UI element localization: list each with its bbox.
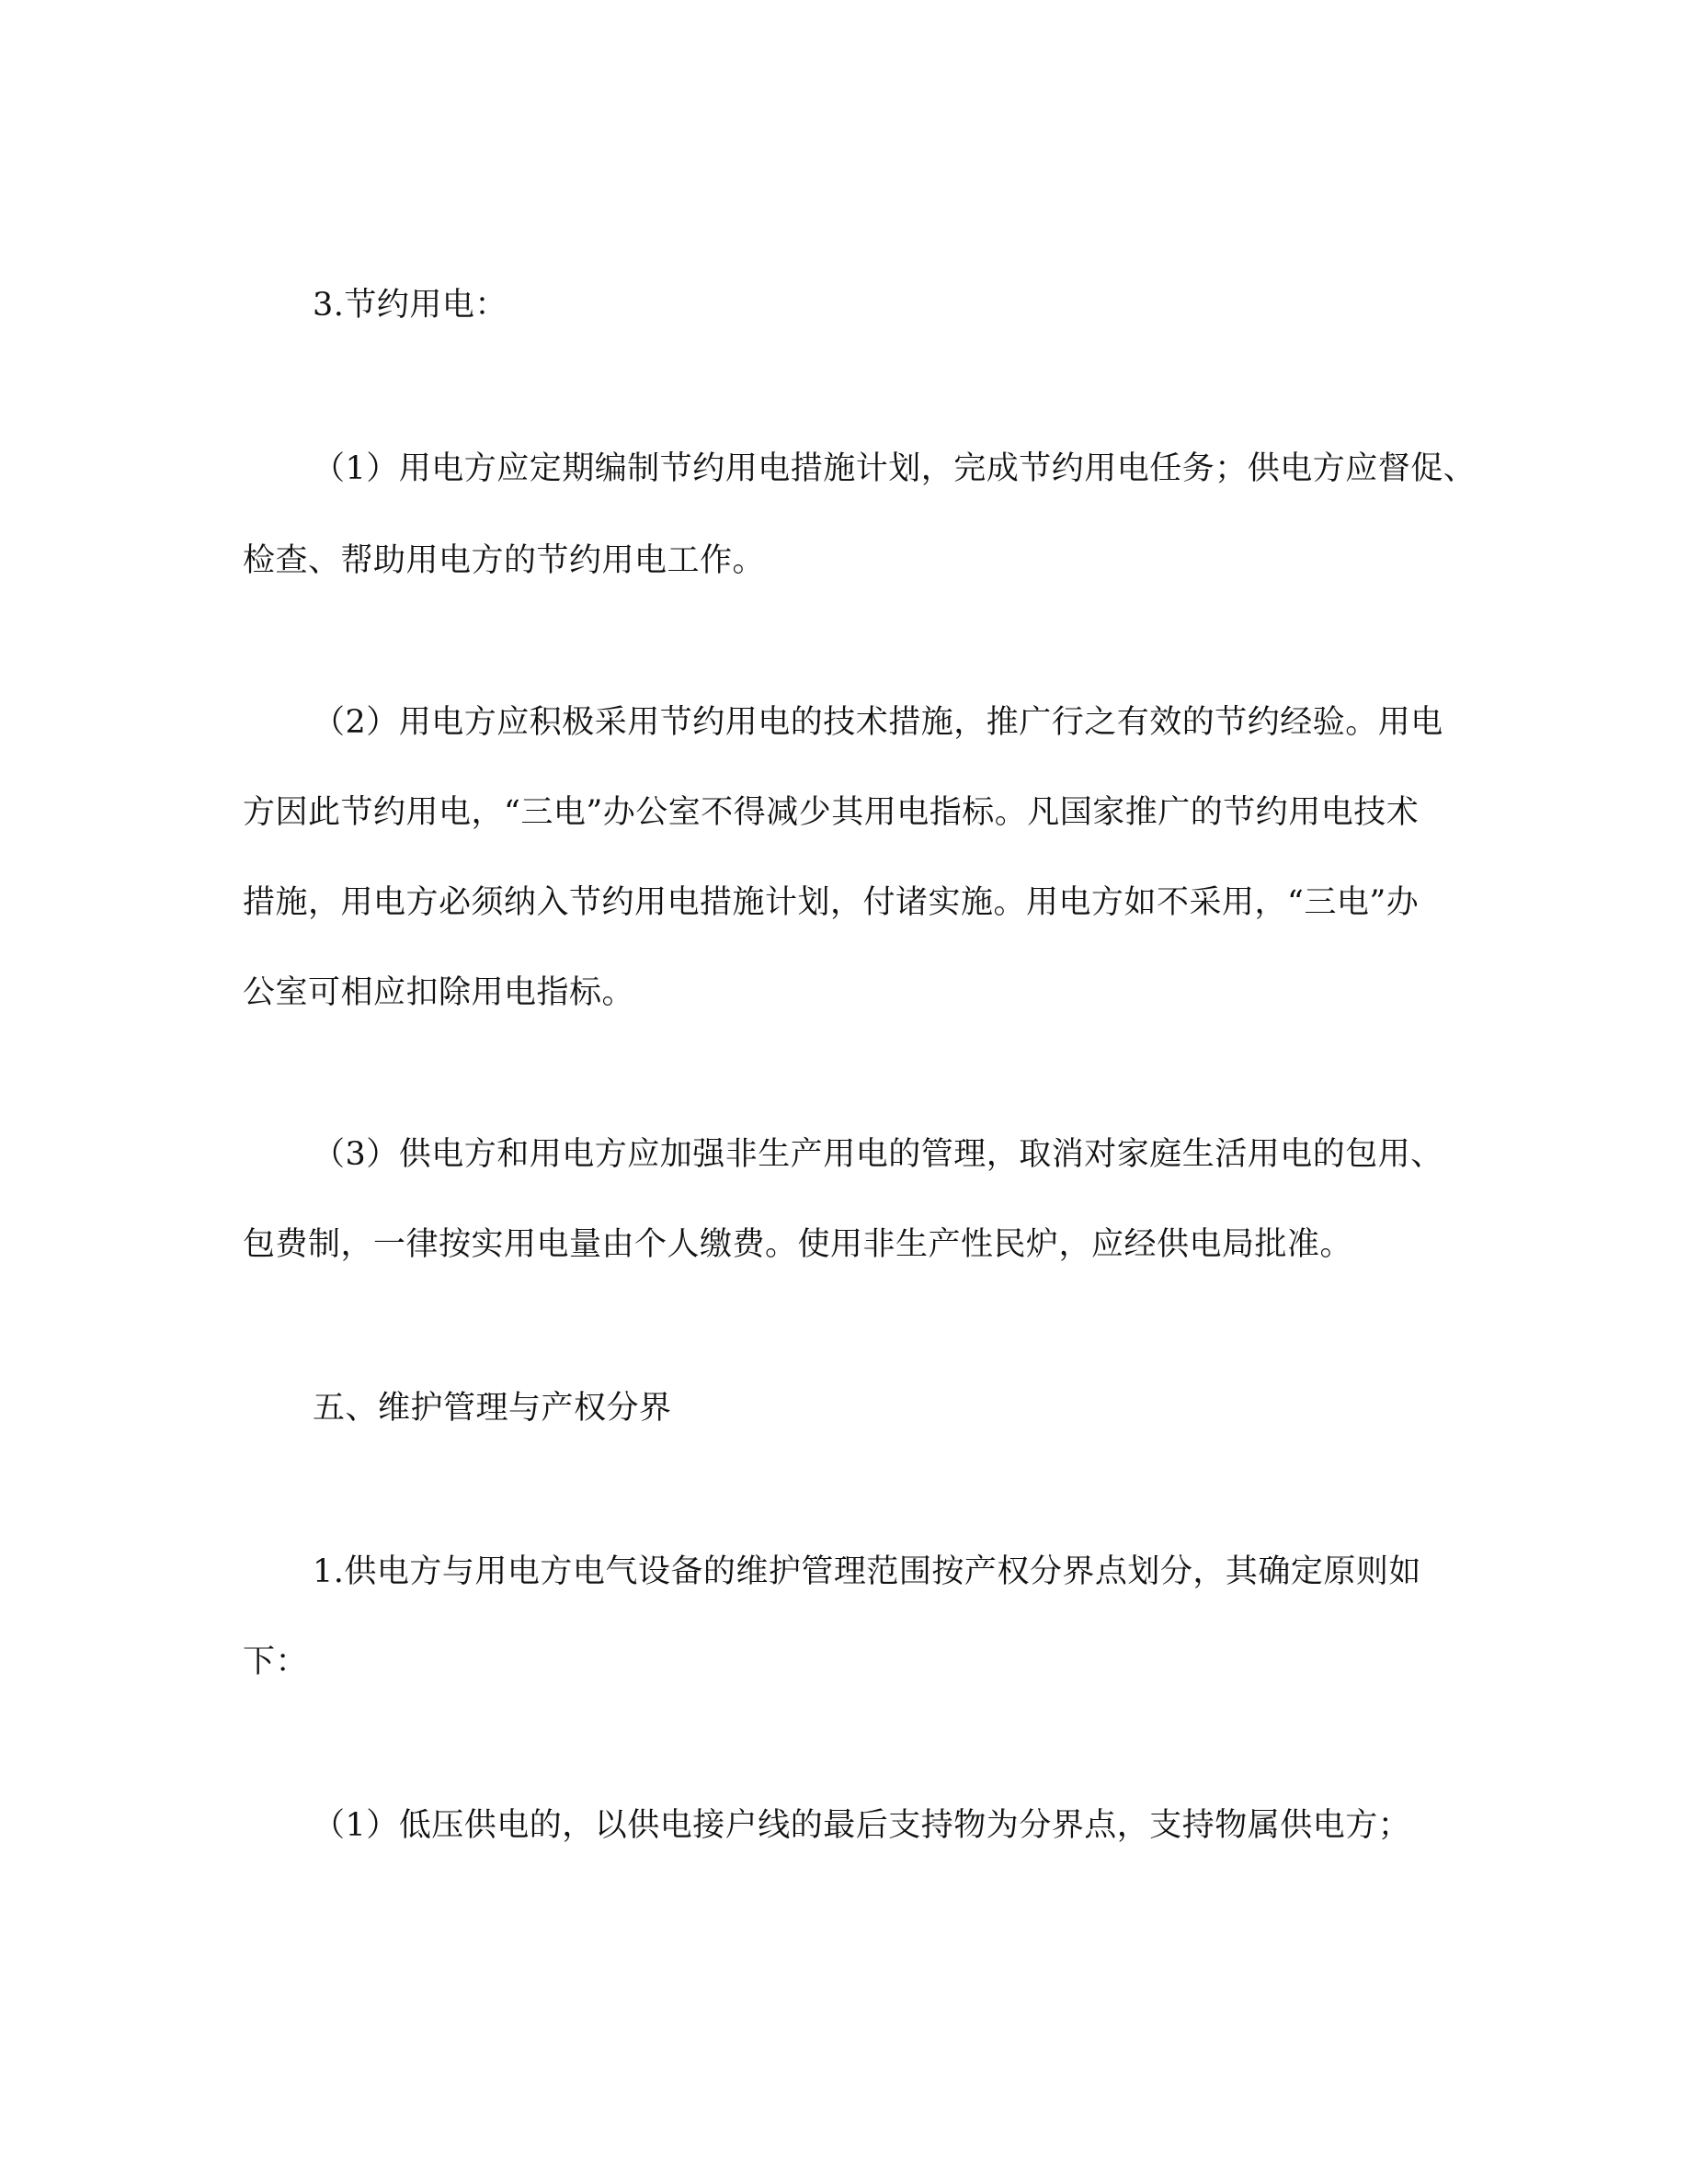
section-heading-5: 五、维护管理与产权分界 <box>313 1390 672 1427</box>
paragraph-3-line-1: （3）供电方和用电方应加强非生产用电的管理，取消对家庭生活用电的包用、 <box>313 1136 1443 1173</box>
paragraph-2-line-4: 公室可相应扣除用电指标。 <box>243 974 635 1011</box>
paragraph-5-line-1: （1）低压供电的，以供电接户线的最后支持物为分界点，支持物属供电方； <box>313 1807 1411 1844</box>
paragraph-4-line-1: 1.供电方与用电方电气设备的维护管理范围按产权分界点划分，其确定原则如 <box>313 1553 1421 1590</box>
paragraph-4-line-2: 下： <box>243 1644 309 1680</box>
paragraph-2-line-1: （2）用电方应积极采用节约用电的技术措施，推广行之有效的节约经验。用电 <box>313 704 1443 741</box>
paragraph-2-line-3: 措施，用电方必须纳入节约用电措施计划，付诸实施。用电方如不采用，“三电”办 <box>243 884 1420 921</box>
paragraph-2-line-2: 方因此节约用电，“三电”办公室不得减少其用电指标。凡国家推广的节约用电技术 <box>243 794 1420 831</box>
paragraph-3-line-2: 包费制，一律按实用电量由个人缴费。使用非生产性民炉，应经供电局批准。 <box>243 1226 1353 1263</box>
paragraph-1-line-2: 检查、帮助用电方的节约用电工作。 <box>243 542 766 579</box>
subsection-heading-3: 3.节约用电： <box>313 287 508 324</box>
paragraph-1-line-1: （1）用电方应定期编制节约用电措施计划，完成节约用电任务；供电方应督促、 <box>313 450 1477 487</box>
